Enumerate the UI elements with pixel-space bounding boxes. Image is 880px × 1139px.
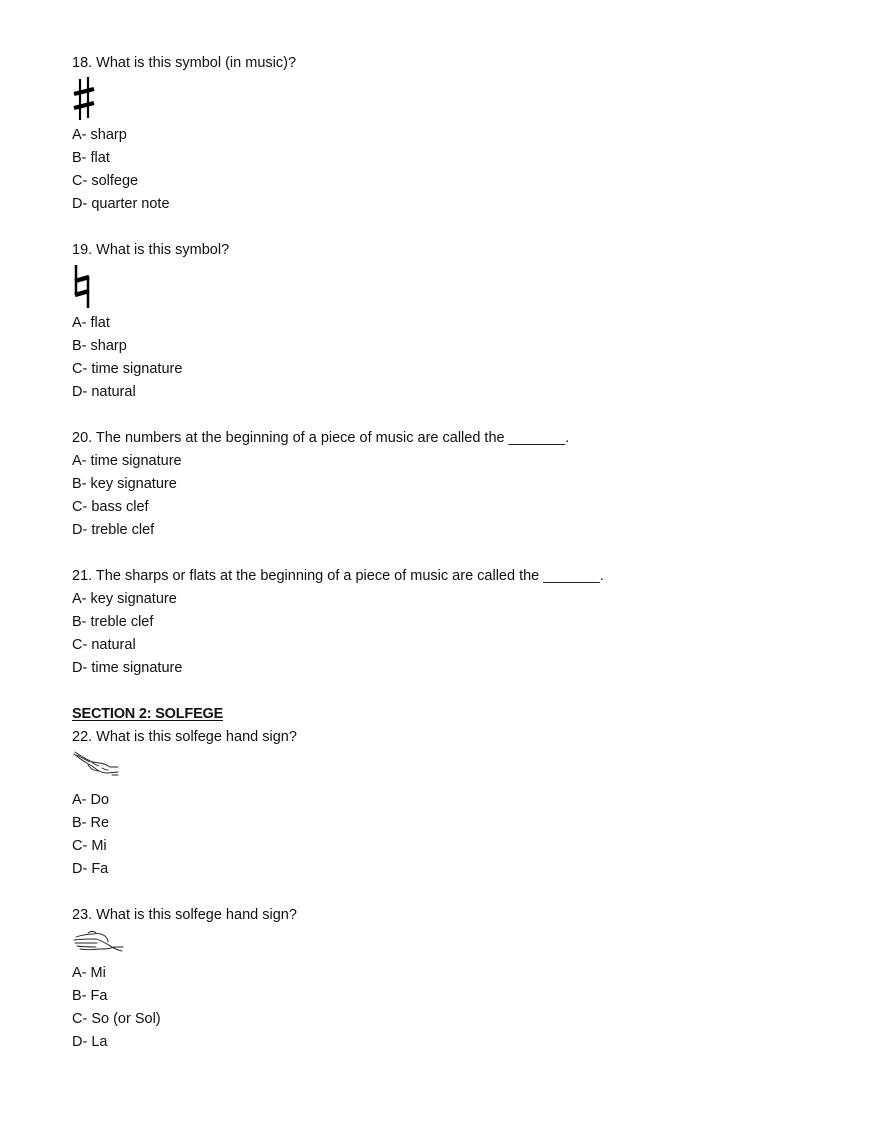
option-b: B- key signature — [72, 476, 177, 492]
option-a: A- key signature — [72, 591, 177, 607]
option-a: A- Mi — [72, 965, 106, 981]
question-text: 20. The numbers at the beginning of a piece of music are called the _______. — [72, 430, 570, 446]
option-b: B- flat — [72, 150, 110, 166]
question-text: 19. What is this symbol? — [72, 242, 230, 258]
option-c: C- natural — [72, 637, 136, 653]
spacer — [72, 216, 832, 239]
option-c: C- bass clef — [72, 499, 149, 515]
natural-symbol-icon — [72, 262, 832, 312]
option-c: C- time signature — [72, 361, 183, 377]
option-d: D- quarter note — [72, 196, 170, 212]
option-d: D- treble clef — [72, 522, 155, 538]
question-22 — [72, 726, 832, 881]
option-a: A- time signature — [72, 453, 182, 469]
spacer — [72, 404, 832, 427]
question-20 — [72, 427, 832, 542]
option-d: D- natural — [72, 384, 136, 400]
option-b: B- Fa — [72, 988, 108, 1004]
option-c: C- Mi — [72, 838, 107, 854]
option-c: C- So (or Sol) — [72, 1011, 161, 1027]
spacer — [72, 881, 832, 904]
sharp-symbol-icon — [72, 75, 832, 124]
option-b: B- treble clef — [72, 614, 154, 630]
hand-sign-pointing-down-icon — [72, 749, 832, 789]
option-d: D- time signature — [72, 660, 183, 676]
quiz-page — [72, 52, 832, 1054]
question-text: 21. The sharps or flats at the beginning of a piece of music are called the _______. — [72, 568, 604, 584]
option-a: A- sharp — [72, 127, 127, 143]
question-19 — [72, 239, 832, 404]
question-text: 22. What is this solfege hand sign? — [72, 729, 297, 745]
section-title: SECTION 2: SOLFEGE — [72, 706, 224, 722]
question-21 — [72, 565, 832, 680]
question-text: 18. What is this symbol (in music)? — [72, 55, 297, 71]
option-a: A- Do — [72, 792, 110, 808]
option-b: B- Re — [72, 815, 110, 831]
question-18 — [72, 52, 832, 216]
option-d: D- Fa — [72, 861, 109, 877]
spacer — [72, 680, 832, 703]
option-d: D- La — [72, 1034, 108, 1050]
question-text: 23. What is this solfege hand sign? — [72, 907, 297, 923]
spacer — [72, 542, 832, 565]
option-c: C- solfege — [72, 173, 139, 189]
question-23 — [72, 904, 832, 1054]
hand-sign-flat-palm-icon — [72, 927, 832, 962]
option-a: A- flat — [72, 315, 110, 331]
option-b: B- sharp — [72, 338, 127, 354]
